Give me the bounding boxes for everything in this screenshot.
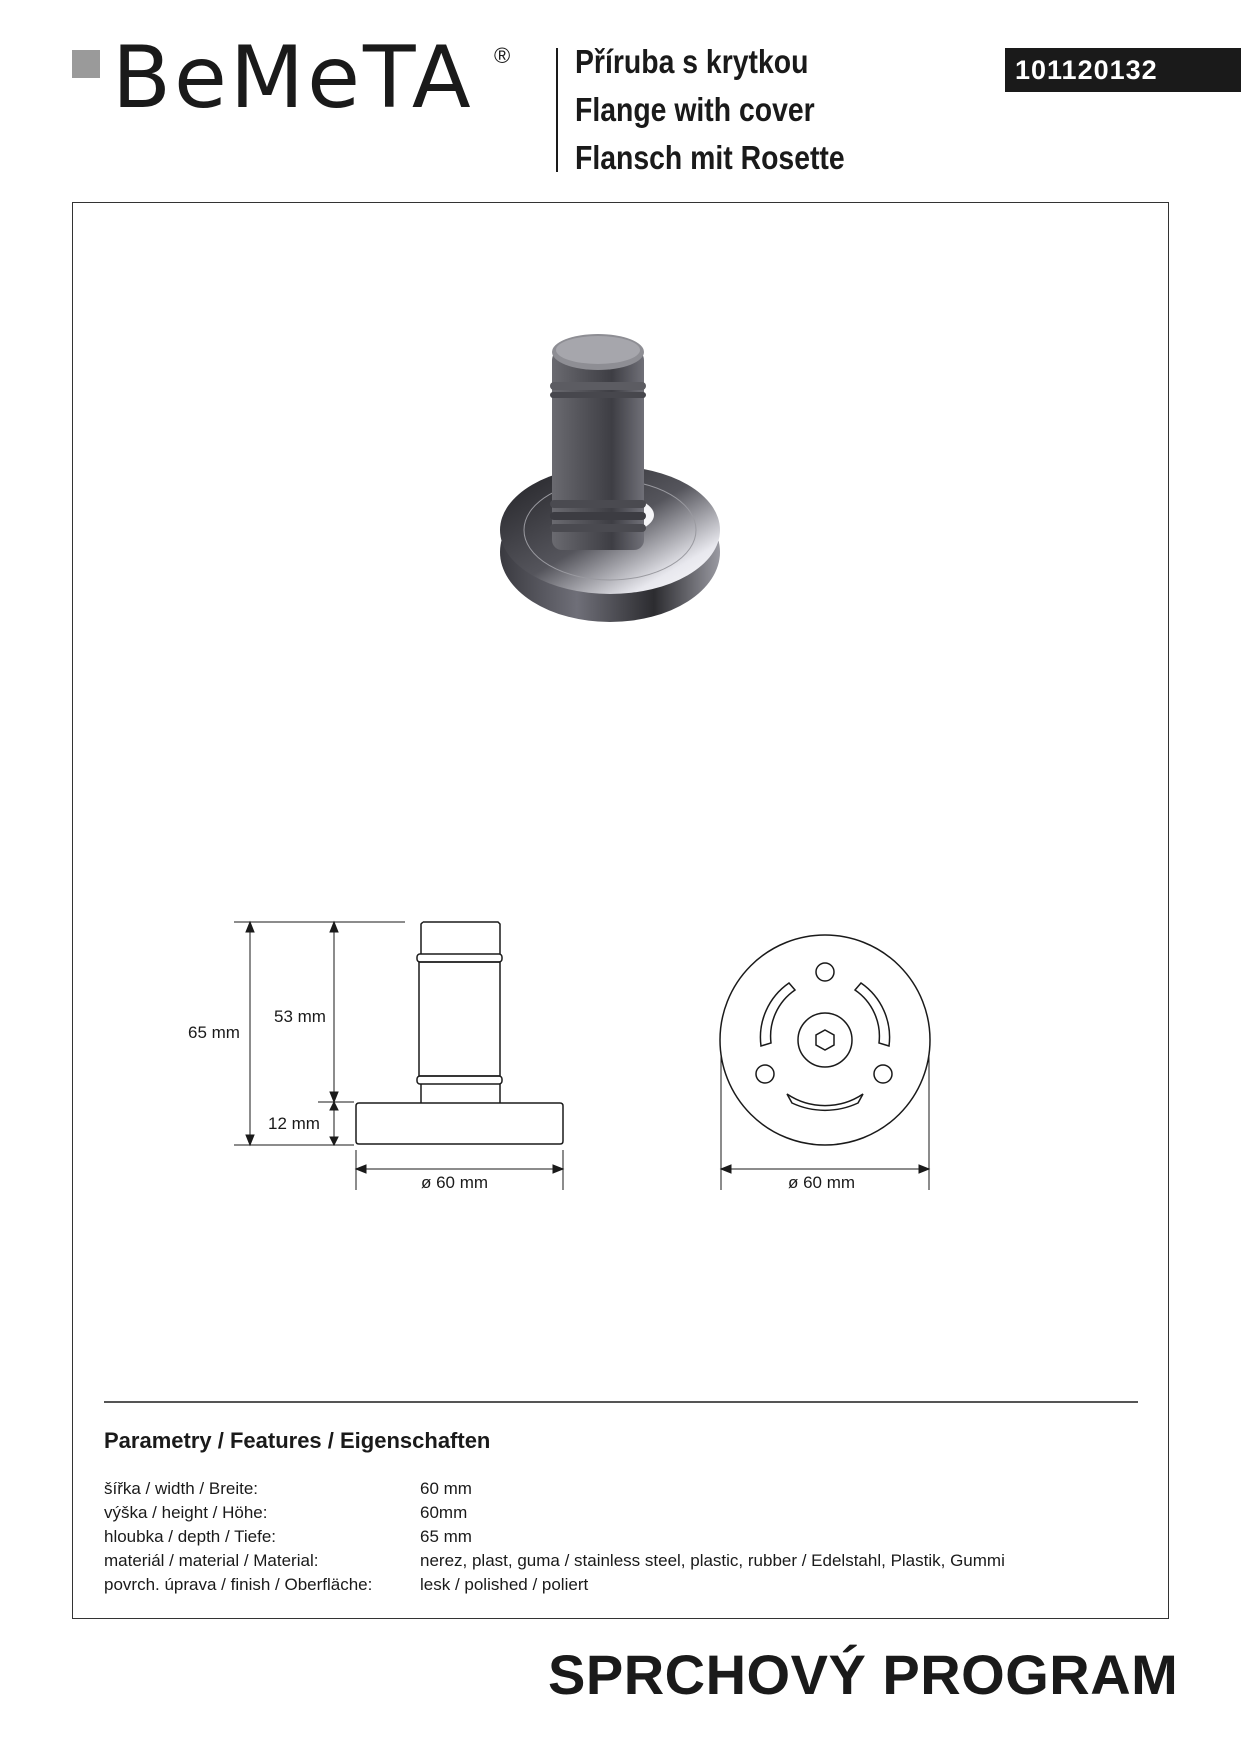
program-title: SPRCHOVÝ PROGRAM (548, 1643, 1179, 1706)
spec-row-material (104, 1549, 1104, 1573)
spec-value: nerez, plast, guma / stainless steel, plastic, rubber / Edelstahl, Plastik, Gummi (420, 1551, 1005, 1570)
product-title-cs: Příruba s krytkou (575, 43, 809, 80)
spec-label: šířka / width / Breite: (104, 1479, 258, 1498)
brand-logo: BeMeTA (112, 28, 474, 128)
dim-label-side-diameter: ø 60 mm (421, 1173, 489, 1192)
spec-row-depth (104, 1525, 1104, 1549)
spec-row-height (104, 1501, 1104, 1525)
spec-value: 60 mm (420, 1479, 472, 1498)
logo-square (72, 50, 100, 78)
spec-label: hloubka / depth / Tiefe: (104, 1527, 277, 1546)
features-divider (104, 1401, 1138, 1403)
dim-label-53: 53 mm (274, 1007, 326, 1026)
features-heading: Parametry / Features / Eigenschaften (104, 1428, 491, 1453)
header-divider (556, 48, 558, 172)
spec-value: 65 mm (420, 1527, 472, 1546)
product-title-de: Flansch mit Rosette (575, 139, 845, 176)
product-title-en: Flange with cover (575, 91, 815, 128)
product-code: 101120132 (1005, 48, 1241, 92)
spec-label: povrch. úprava / finish / Oberfläche: (104, 1575, 373, 1594)
dim-label-12: 12 mm (268, 1114, 320, 1133)
spec-label: výška / height / Höhe: (104, 1503, 268, 1522)
registered-mark: ® (494, 43, 511, 68)
dim-label-front-diameter: ø 60 mm (788, 1173, 856, 1192)
spec-value: 60mm (420, 1503, 468, 1522)
spec-label: materiál / material / Material: (104, 1551, 319, 1570)
product-photo (480, 330, 740, 635)
spec-row-width (104, 1477, 1104, 1501)
spec-value: lesk / polished / poliert (420, 1575, 589, 1594)
dim-label-65: 65 mm (188, 1023, 240, 1042)
spec-row-finish (104, 1573, 1104, 1597)
